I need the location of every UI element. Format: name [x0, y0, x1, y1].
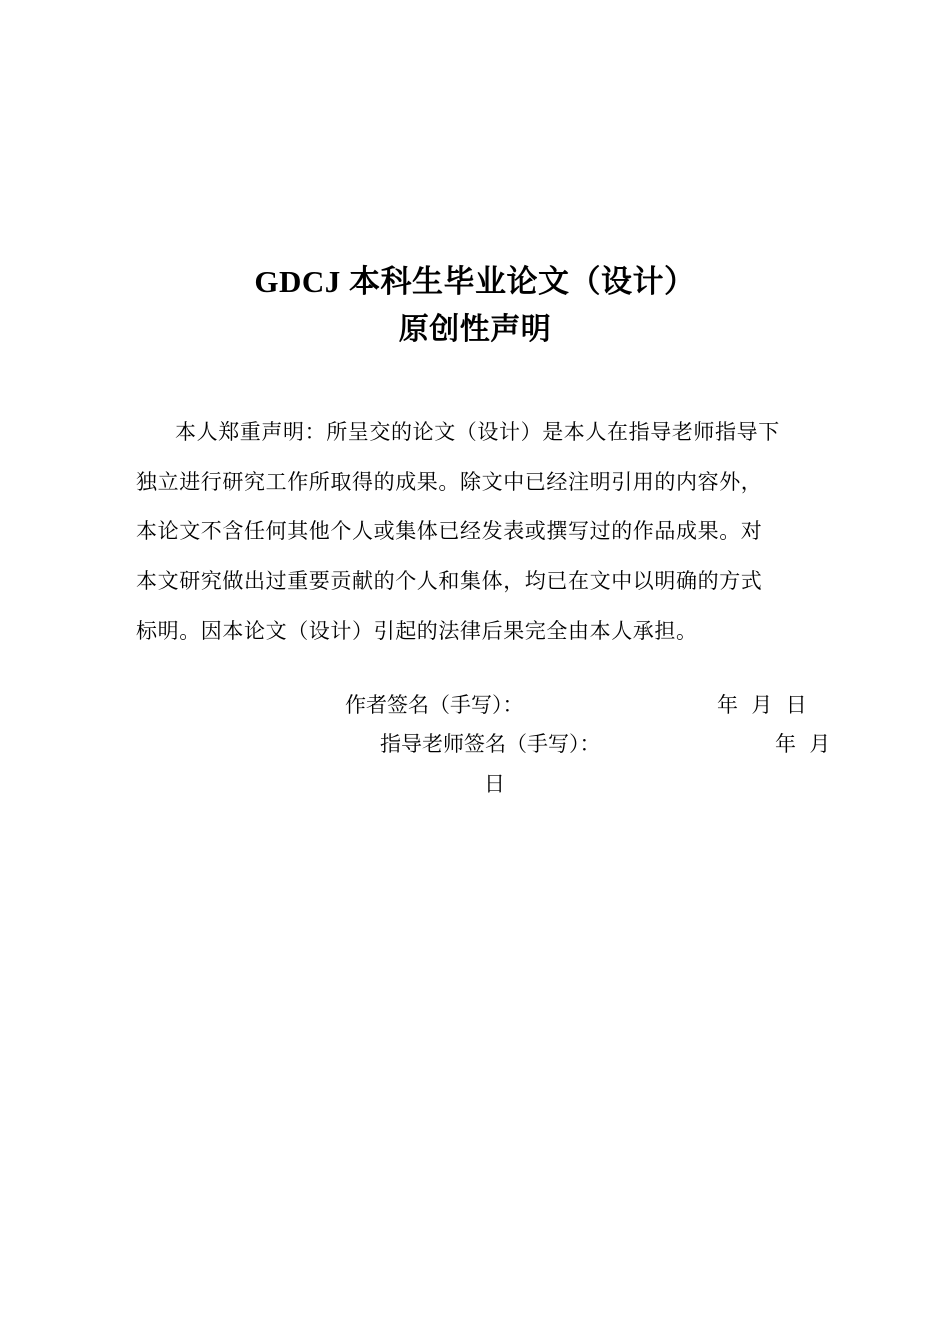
document-title: GDCJ 本科生毕业论文（设计）: [254, 264, 696, 299]
declaration-line-5: 标明。因本论文（设计）引起的法律后果完全由本人承担。: [136, 619, 698, 643]
advisor-signature-label: 指导老师签名（手写）：: [380, 732, 601, 756]
advisor-signature-date-day: 日: [484, 772, 505, 796]
declaration-line-2: 独立进行研究工作所取得的成果。除文中已经注明引用的内容外，: [136, 470, 763, 494]
declaration-line-4: 本文研究做出过重要贡献的个人和集体，均已在文中以明确的方式: [136, 569, 763, 593]
document-subtitle: 原创性声明: [398, 312, 552, 347]
advisor-signature-date: 年 月: [775, 732, 831, 756]
author-signature-label: 作者签名（手写）：: [345, 693, 524, 717]
declaration-line-3: 本论文不含任何其他个人或集体已经发表或撰写过的作品成果。对: [136, 519, 763, 543]
author-signature-date: 年 月 日: [717, 693, 807, 717]
declaration-line-1: 本人郑重声明：所呈交的论文（设计）是本人在指导老师指导下: [175, 420, 780, 444]
